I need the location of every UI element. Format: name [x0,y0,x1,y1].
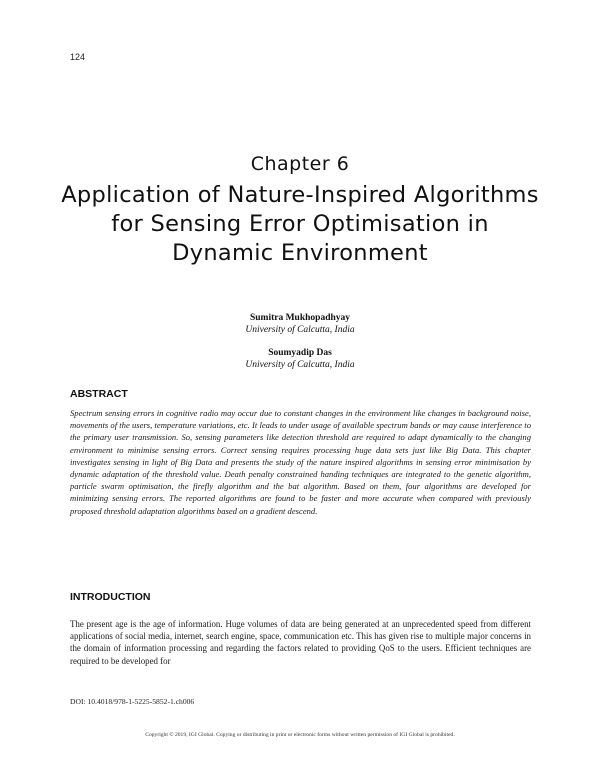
author-affiliation: University of Calcutta, India [245,360,355,370]
introduction-text: The present age is the age of information. Huge volumes of data are being generated at an unprecedented speed from different applications of social media, internet, search engine, space, communication etc. This has given rise to multiple major concerns in the domain of information processing and regarding the factors related to providing QoS to the users. Efficient techniques are required to be developed for [70,619,531,666]
author-affiliation: University of Calcutta, India [245,325,355,335]
abstract-text: Spectrum sensing errors in cognitive radio may occur due to constant changes in the environment like changes in background noise, movements of the users, temperature variations, etc. It leads to under usage of available spectrum bands or may cause interference to the primary user transmission. So, sensing parameters like detection threshold are required to adapt dynamically to the changing environment to minimise sensing errors. Correct sensing requires processing huge data sets just like Big Data. This chapter investigates sensing in light of Big Data and presents the study of the nature inspired algorithms in sensing error minimisation by dynamic adaptation of the threshold value. Death penalty constrained handing techniques are integrated to the genetic algorithm, particle swarm optimisation, the firefly algorithm and the bat algorithm. Based on them, four algorithms are developed for minimizing sensing errors. The reported algorithms are found to be faster and more accurate when compared with previously proposed threshold adaptation algorithms based on a gradient descend. [70,408,531,516]
page-number: 124 [70,52,86,62]
copyright-notice: Copyright © 2019, IGI Global. Copying or distributing in print or electronic forms without written permission of IGI Global is prohibited. [145,732,455,738]
author-name: Sumitra Mukhopadhyay [249,313,351,323]
doi: DOI: 10.4018/978-1-5225-5852-1.ch006 [70,697,195,706]
abstract-heading: ABSTRACT [70,388,128,400]
introduction-heading: INTRODUCTION [70,591,151,603]
chapter-title: Application of Nature-Inspired Algorithms for Sensing Error Optimisation in Dynamic Environment [61,182,539,266]
author-name: Soumyadip Das [268,348,332,358]
author-block-2 [0,347,600,371]
chapter-label: Chapter 6 [250,153,350,175]
author-block-1 [0,312,600,336]
